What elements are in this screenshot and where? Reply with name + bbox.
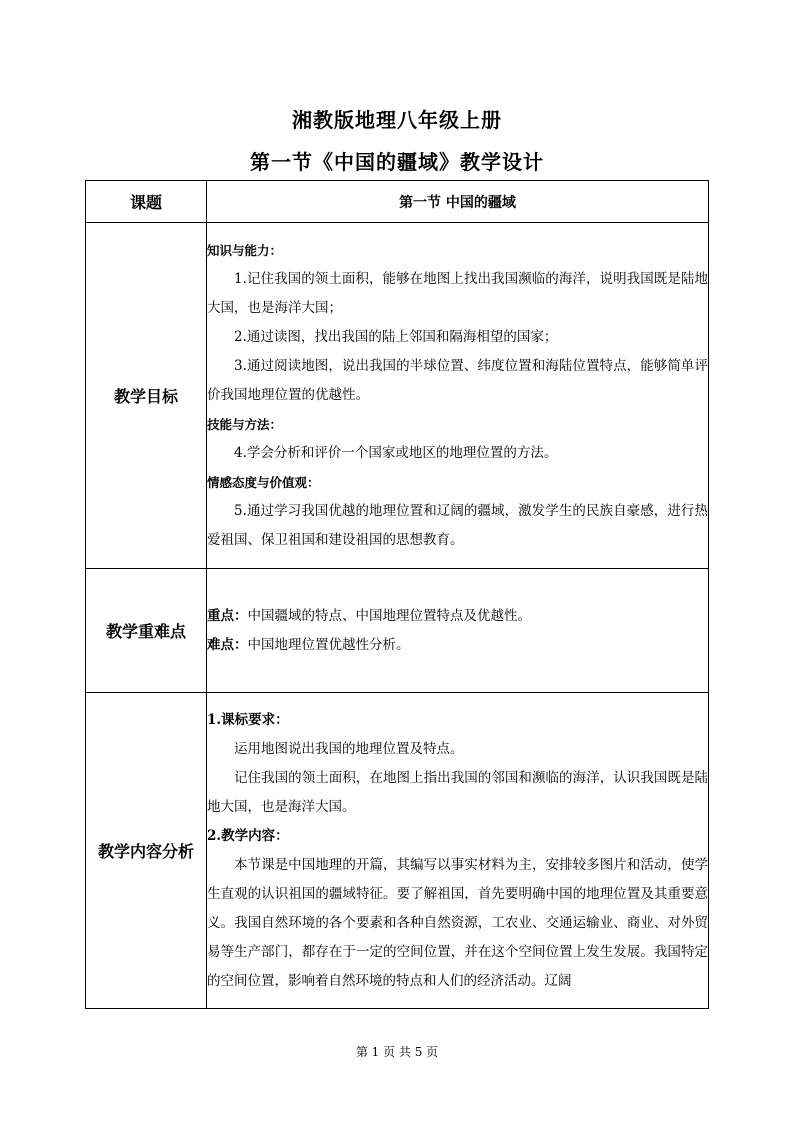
table-row bbox=[86, 181, 709, 223]
goals-heading-skills: 技能与方法： bbox=[207, 417, 283, 432]
document-title: 湘教版地理八年级上册 bbox=[292, 108, 502, 132]
analysis-paragraph-2: 记住我国的领土面积，在地图上指出我国的邻国和濒临的海洋，认识我国既是陆地大国，也是海洋大国。 bbox=[207, 769, 708, 815]
goals-content bbox=[207, 223, 709, 569]
key-point-label: 重点： bbox=[207, 607, 248, 624]
difficult-point-text: 中国地理位置优越性分析。 bbox=[247, 636, 410, 653]
topic-label: 课题 bbox=[86, 181, 207, 223]
difficult-point bbox=[207, 631, 708, 660]
goals-item-2: 2.通过读图，找出我国的陆上邻国和隔海相望的国家； bbox=[234, 329, 558, 345]
keypoints-content bbox=[207, 569, 709, 693]
lesson-plan-table bbox=[85, 180, 709, 1009]
key-point bbox=[207, 602, 708, 631]
analysis-heading-content: 2.教学内容： bbox=[207, 827, 289, 844]
table-row bbox=[86, 569, 709, 693]
keypoints-label: 教学重难点 bbox=[86, 569, 207, 693]
analysis-paragraph-1: 运用地图说出我国的地理位置及特点。 bbox=[234, 740, 464, 757]
goals-heading-attitude: 情感态度与价值观： bbox=[207, 475, 320, 490]
analysis-paragraph-3: 本节课是中国地理的开篇，其编写以事实材料为主，安排较多图片和活动，使学生直观的认识祖国的疆域特征。要了解祖国，首先要明确中国的地理位置及其重要意义。我国自然环境的各个要素和各种自然资源，工农业、交通运输业、商业、对外贸易等生产部门，都存在于一定的空间位置，并在这个空间位置上发生发展。我国特定的空间位置，影响着自然环境的特点和人们的经济活动。辽阔 bbox=[207, 856, 708, 989]
topic-value: 第一节 中国的疆域 bbox=[207, 181, 709, 223]
analysis-heading-standards: 1.课标要求： bbox=[207, 711, 289, 728]
goals-item-5: 5.通过学习我国优越的地理位置和辽阔的疆域，激发学生的民族自豪感，进行热爱祖国、保卫祖国和建设祖国的思想教育。 bbox=[207, 503, 708, 548]
table-row bbox=[86, 693, 709, 1009]
goals-label: 教学目标 bbox=[86, 223, 207, 569]
goals-heading-knowledge: 知识与能力： bbox=[207, 243, 283, 258]
document-subtitle: 第一节《中国的疆域》教学设计 bbox=[250, 150, 544, 174]
analysis-label: 教学内容分析 bbox=[86, 693, 207, 1009]
difficult-point-label: 难点： bbox=[207, 636, 248, 653]
key-point-text: 中国疆域的特点、中国地理位置特点及优越性。 bbox=[247, 607, 531, 624]
goals-item-4: 4.学会分析和评价一个国家或地区的地理位置的方法。 bbox=[234, 445, 558, 461]
analysis-content bbox=[207, 693, 709, 1009]
page-number: 第 1 页 共 5 页 bbox=[355, 1045, 439, 1059]
goals-item-3: 3.通过阅读地图，说出我国的半球位置、纬度位置和海陆位置特点，能够简单评价我国地理位置的优越性。 bbox=[207, 358, 708, 403]
table-row bbox=[86, 223, 709, 569]
goals-item-1: 1.记住我国的领土面积，能够在地图上找出我国濒临的海洋，说明我国既是陆地大国，也是海洋大国； bbox=[207, 271, 708, 316]
